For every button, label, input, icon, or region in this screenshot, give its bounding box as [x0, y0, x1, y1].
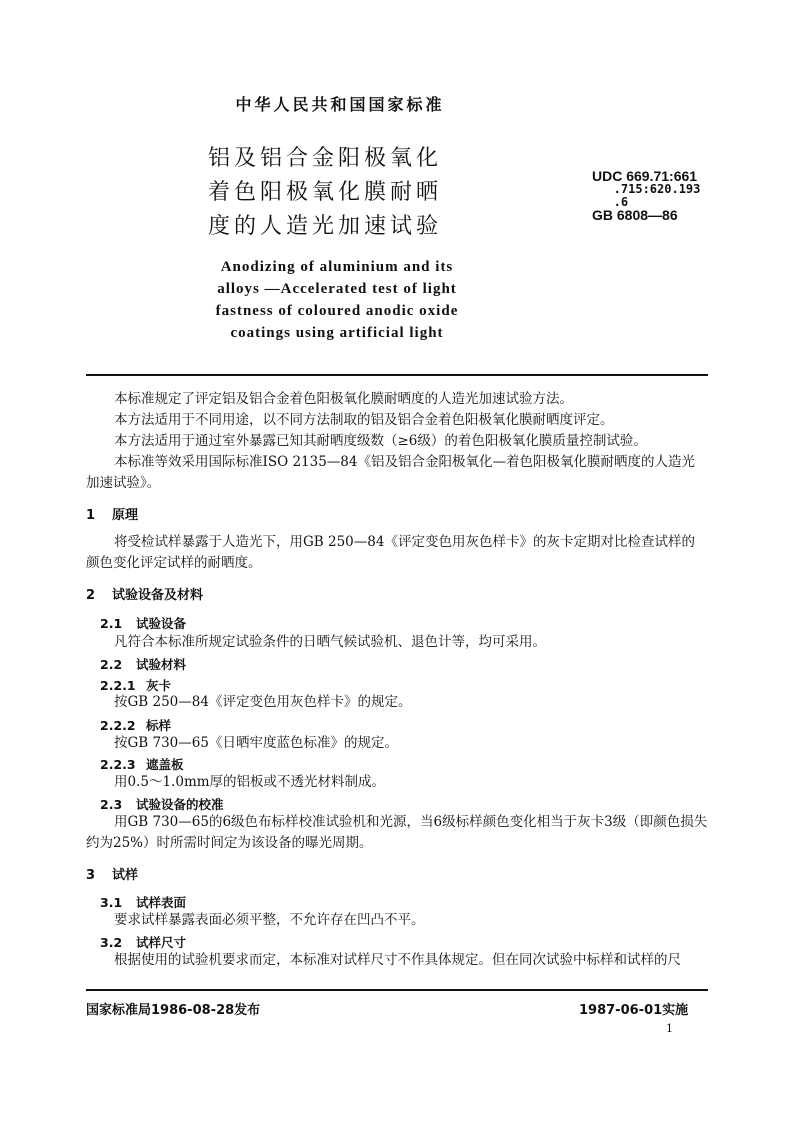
subsection-title: 遮盖板: [146, 757, 184, 772]
subsection-number: 2.2: [100, 657, 123, 672]
gb-number: GB 6808—86: [592, 207, 678, 223]
udc-line: UDC 669.71:661: [592, 168, 698, 184]
section-title: 试验设备及材料: [112, 588, 204, 603]
subsection-heading: [100, 933, 186, 951]
title-cn-line: 度的人造光加速试验: [208, 214, 443, 239]
issue-date: 国家标准局1986-08-28发布: [86, 1003, 261, 1018]
standard-organization: 中华人民共和国国家标准: [235, 95, 445, 114]
intro-paragraph: 本标准规定了评定铝及铝合金着色阳极氧化膜耐晒度的人造光加速试验方法。: [114, 391, 573, 407]
title-english: [192, 256, 482, 344]
subsection-number: 2.3: [100, 797, 123, 812]
section-heading-3: [86, 864, 138, 883]
subsection-heading: [100, 893, 186, 911]
subsection-heading: [100, 655, 186, 673]
title-en-line: fastness of coloured anodic oxide: [215, 303, 459, 319]
section-text: 将受检试样暴露于人造光下，用GB 250—84《评定变色用灰色样卡》的灰卡定期对比检查试样的颜色变化评定试样的耐晒度。: [86, 534, 695, 571]
title-en-line: coatings using artificial light: [230, 325, 444, 341]
subsection-title: 试验材料: [136, 657, 187, 672]
title-chinese: [208, 142, 568, 244]
header-divider: [86, 374, 708, 376]
subsection-text: 要求试样暴露表面必须平整，不允许存在凹凸不平。: [114, 912, 425, 928]
section-number: 2: [86, 588, 96, 603]
subsection-number: 3.2: [100, 935, 123, 950]
subsection-number: 2.2.2: [100, 718, 136, 733]
subsection-title: 试验设备: [136, 616, 187, 631]
subsection-text: 按GB 730—65《日晒牢度蓝色标准》的规定。: [114, 735, 398, 751]
subsection-title: 灰卡: [146, 678, 172, 693]
page-number: 1: [666, 1022, 673, 1035]
subsection-heading: [100, 614, 186, 632]
intro-paragraph: 本方法适用于通过室外暴露已知其耐晒度级数（≥6级）的着色阳极氧化膜质量控制试验。: [114, 433, 647, 449]
subsection-heading: [100, 755, 184, 773]
section-heading-2: [86, 584, 203, 603]
effective-date: 1987-06-01实施: [579, 1003, 689, 1018]
subsection-number: 3.1: [100, 895, 123, 910]
title-en-line: alloys —Accelerated test of light: [217, 281, 457, 297]
subsection-title: 试样尺寸: [136, 935, 187, 950]
subsection-number: 2.1: [100, 616, 123, 631]
subsection-text: 用GB 730—65的6级色布标样校准试验机和光源，当6级标样颜色变化相当于灰卡3级（即颜色损失约为25%）时所需时间定为该设备的曝光周期。: [86, 814, 708, 851]
subsection-heading: [100, 795, 224, 813]
title-en-line: Anodizing of aluminium and its: [220, 259, 454, 275]
udc-line: .715:620.193: [592, 182, 701, 196]
subsection-title: 标样: [146, 718, 172, 733]
subsection-text: 凡符合本标准所规定试验条件的日晒气候试验机、退色计等，均可采用。: [114, 634, 546, 650]
subsection-heading: [100, 716, 171, 734]
subsection-number: 2.2.1: [100, 678, 136, 693]
section-title: 试样: [112, 868, 139, 883]
title-cn-line: 铝及铝合金阳极氧化: [208, 146, 443, 171]
subsection-text: 按GB 250—84《评定变色用灰色样卡》的规定。: [114, 694, 412, 710]
section-number: 3: [86, 868, 96, 883]
intro-paragraph: 本方法适用于不同用途，以不同方法制取的铝及铝合金着色阳极氧化膜耐晒度评定。: [114, 412, 614, 428]
subsection-text: 根据使用的试验机要求而定，本标准对试样尺寸不作具体规定。但在同次试验中标样和试样的尺: [114, 952, 681, 968]
udc-line: .6: [592, 195, 629, 209]
section-number: 1: [86, 508, 96, 523]
subsection-text: 用0.5～1.0mm厚的铝板或不透光材料制成。: [114, 774, 386, 790]
subsection-title: 试样表面: [136, 895, 187, 910]
subsection-title: 试验设备的校准: [136, 797, 224, 812]
udc-code-block: [592, 170, 700, 222]
section-heading-1: [86, 504, 138, 523]
subsection-number: 2.2.3: [100, 757, 136, 772]
intro-paragraph: 本标准等效采用国际标准ISO 2135—84《铝及铝合金阳极氧化—着色阳极氧化膜耐晒度的人造光加速试验》。: [86, 454, 695, 491]
section-title: 原理: [112, 508, 139, 523]
footer-divider: [86, 989, 708, 991]
title-cn-line: 着色阳极氧化膜耐晒: [208, 180, 443, 205]
